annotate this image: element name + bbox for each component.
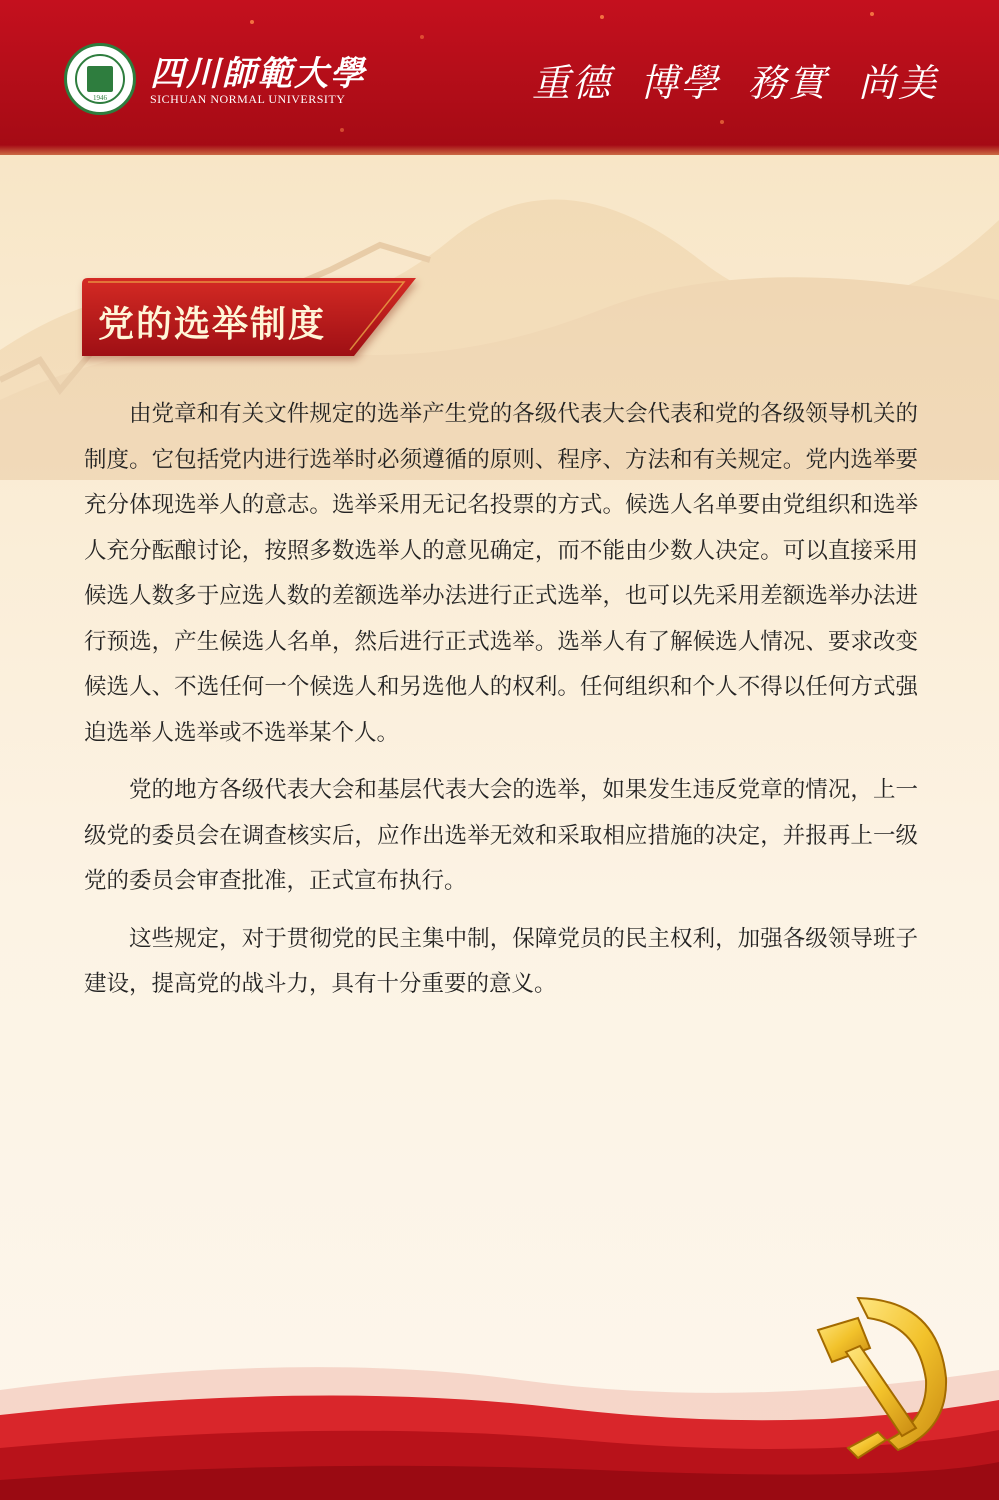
paragraph-2: 党的地方各级代表大会和基层代表大会的选举，如果发生违反党章的情况，上一级党的委员会在调查核实后，应作出选举无效和采取相应措施的决定，并报再上一级党的委员会审查批准，正式宣布执行。 [84,777,918,894]
spark-decoration [600,15,604,19]
spark-decoration [420,35,424,39]
university-seal-icon: 1946 [64,43,136,115]
spark-decoration [340,128,344,132]
party-emblem-icon [788,1290,958,1460]
university-name-cn: 四川師範大學 [150,54,366,94]
motto-3: 務實 [748,61,829,105]
header-banner [0,0,999,155]
paragraph-1: 由党章和有关文件规定的选举产生党的各级代表大会代表和党的各级领导机关的制度。它包括党内进行选举时必须遵循的原则、程序、方法和有关规定。党内选举要充分体现选举人的意志。选举采用无记名投票的方式。候选人名单要由党组织和选举人充分酝酿讨论，按照多数选举人的意见确定，而不能由少数人决定。可以直接采用候选人数多于应选人数的差额选举办法进行正式选举，也可以先采用差额选举办法进行预选，产生候选人名单，然后进行正式选举。选举人有了解候选人情况、要求改变候选人、不选任何一个候选人和另选他人的权利。任何组织和个人不得以任何方式强迫选举人选举或不选举某个人。 [84,401,918,746]
motto-4: 尚美 [858,61,939,105]
university-name-en: SICHUAN NORMAL UNIVERSITY [150,92,346,106]
spark-decoration [250,20,254,24]
article-body [84,392,918,1020]
spark-decoration [870,12,874,16]
spark-decoration [720,120,724,124]
motto-1: 重德 [532,61,613,105]
page-title: 党的选举制度 [98,303,327,345]
motto-2: 博學 [640,61,721,105]
paragraph-3: 这些规定，对于贯彻党的民主集中制，保障党员的民主权利，加强各级领导班子建设，提高党的战斗力，具有十分重要的意义。 [84,925,918,997]
